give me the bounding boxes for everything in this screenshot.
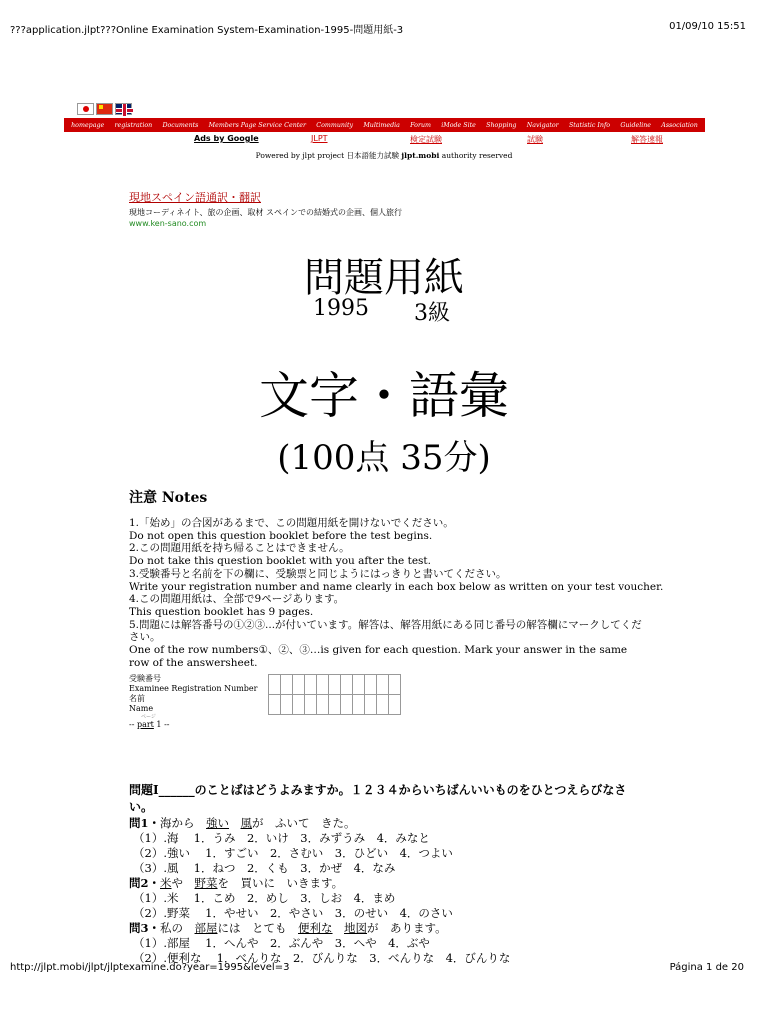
question-1-option-2: （2）.強い 1．すごい 2．さむい 3．ひどい 4．つよい [133, 846, 453, 860]
china-flag-icon[interactable] [96, 103, 113, 115]
jlpt-link[interactable]: JLPT [311, 134, 328, 143]
exam-points-time: (100点 35分) [277, 438, 491, 478]
grid-cell[interactable] [281, 695, 293, 715]
ads-by-google-link[interactable]: Ads by Google [194, 134, 259, 143]
note-5-jp: 5.問題には解答番号の①②③...が付いています。解答は、解答用紙にある同じ番号の解答欄にマークしてください。 [129, 618, 642, 644]
kentei-link[interactable]: 検定試験 [410, 135, 442, 144]
grid-cell[interactable] [293, 675, 305, 695]
grid-cell[interactable] [329, 675, 341, 695]
grid-cell[interactable] [365, 675, 377, 695]
sub-links-bar [0, 134, 768, 146]
page-note: ページ [141, 714, 156, 720]
nav-imode-site[interactable]: iMode Site [441, 121, 476, 129]
main-navbar [64, 118, 705, 132]
grid-cell[interactable] [269, 695, 281, 715]
reg-label-jp: 受験番号 [129, 674, 161, 683]
note-4-en: This question booklet has 9 pages. [129, 605, 314, 618]
name-label-jp: 名前 [129, 694, 145, 703]
shiken-link[interactable]: 試験 [527, 135, 543, 144]
notes-heading: 注意 Notes [129, 490, 208, 506]
kaitou-link[interactable]: 解答速報 [631, 135, 663, 144]
question-3-option-1: （1）.部屋 1．へんや 2．ぶんや 3．へや 4．ぶや [133, 936, 430, 950]
question-set-heading: 問題I______のことばはどうよみますか。１２３４からいちばんいいものをひとつえらびなさい。 [129, 783, 627, 814]
nav-community[interactable]: Community [316, 121, 354, 129]
question-1: 問1・海から 強い 風が ふいて きた。 [129, 816, 356, 830]
grid-cell[interactable] [377, 695, 389, 715]
text-ad [129, 189, 402, 228]
print-footer-url: http://jlpt.mobi/jlpt/jlptexamine.do?year=1995&level=3 [10, 962, 290, 973]
grid-cell[interactable] [341, 695, 353, 715]
grid-cell[interactable] [305, 695, 317, 715]
note-1-en: Do not open this question booklet before the test begins. [129, 529, 433, 542]
language-flags [77, 103, 132, 115]
nav-association[interactable]: Association [661, 121, 698, 129]
reg-label-en: Examinee Registration Number [129, 684, 258, 693]
notes-list [129, 517, 664, 669]
grid-cell[interactable] [389, 675, 401, 695]
nav-guideline[interactable]: Guideline [620, 121, 652, 129]
grid-cell[interactable] [365, 695, 377, 715]
question-2-option-1: （1）.米 1．こめ 2．めし 3．しお 4．まめ [133, 891, 396, 905]
grid-cell[interactable] [353, 695, 365, 715]
note-2-en: Do not take this question booklet with you after the test. [129, 555, 431, 568]
note-1-jp: 1.「始め」の合図があるまで、この問題用紙を開けないでください。 [129, 517, 454, 529]
print-footer [0, 960, 768, 990]
grid-cell[interactable] [305, 675, 317, 695]
nav-documents[interactable]: Documents [162, 121, 199, 129]
powered-by-line: Powered by jlpt project 日本語能力試験 jlpt.mobi authority reserved [255, 151, 513, 160]
registration-number-grid [268, 674, 401, 715]
question-3-option-2-clipped: （2）.便利な 1．べんりな 2．びんりな 3．べんりな 4．びんりな [133, 951, 511, 965]
ad-url[interactable]: www.ken-sano.com [129, 219, 207, 228]
note-5-en: One of the row numbers①、②、③…is given for each question. Mark your answer in the same row of the answersheet. [129, 644, 628, 669]
ad-description: 現地コーディネイト、旅の企画、取材 スペインでの結婚式の企画、個人旅行 [129, 208, 403, 217]
print-header-title: ???application.jlpt???Online Examination System-Examination-1995-問題用紙-3 [10, 25, 404, 36]
name-label-en: Name [129, 704, 154, 713]
japan-flag-icon[interactable] [77, 103, 94, 115]
registration-block [129, 674, 257, 730]
question-2: 問2・米や 野菜を 買いに いきます。 [129, 876, 344, 890]
grid-cell[interactable] [317, 695, 329, 715]
grid-cell[interactable] [317, 675, 329, 695]
ad-title-link[interactable]: 現地スペイン語通訳・翻訳 [129, 191, 261, 204]
note-4-jp: 4.この問題用紙は、全部で9ページあります。 [129, 593, 345, 606]
part-link[interactable]: part [136, 720, 154, 729]
uk-flag-icon[interactable] [115, 103, 132, 115]
grid-cell[interactable] [269, 675, 281, 695]
questions-section [129, 782, 649, 965]
nav-navigator[interactable]: Navigator [526, 121, 559, 129]
note-2-jp: 2.この問題用紙を持ち帰ることはできません。 [129, 542, 350, 555]
grid-cell[interactable] [281, 675, 293, 695]
question-1-option-1: （1）.海 1．うみ 2．いけ 3．みずうみ 4．みなと [133, 831, 430, 845]
exam-subject: 文字・語彙 [259, 367, 509, 425]
grid-cell[interactable] [293, 695, 305, 715]
part-indicator: -- part 1 -- [129, 720, 170, 729]
print-footer-page: Página 1 de 20 [669, 962, 744, 973]
question-1-option-3: （3）.風 1．ねつ 2．くも 3．かぜ 4．なみ [133, 861, 396, 875]
nav-registration[interactable]: registration [114, 121, 153, 129]
print-header-datetime: 01/09/10 15:51 [669, 21, 746, 32]
grid-cell[interactable] [389, 695, 401, 715]
note-3-en: Write your registration number and name clearly in each box below as written on your test voucher. [129, 580, 664, 593]
grid-cell[interactable] [377, 675, 389, 695]
brand-name: jlpt.mobi [401, 151, 440, 160]
grid-cell[interactable] [353, 675, 365, 695]
nav-forum[interactable]: Forum [410, 121, 431, 129]
nav-shopping[interactable]: Shopping [486, 121, 517, 129]
question-2-option-2: （2）.野菜 1．やせい 2．やさい 3．のせい 4．のさい [133, 906, 453, 920]
nav-members-page[interactable]: Members Page Service Center [208, 121, 307, 129]
nav-homepage[interactable]: homepage [71, 121, 105, 129]
exam-level: 3級 [414, 301, 450, 326]
nav-statistic-info[interactable]: Statistic Info [568, 121, 611, 129]
note-3-jp: 3.受験番号と名前を下の欄に、受験票と同じようにはっきりと書いてください。 [129, 567, 507, 580]
question-3: 問3・私の 部屋には とても 便利な 地図が あります。 [129, 921, 447, 935]
grid-cell[interactable] [341, 675, 353, 695]
page-title: 問題用紙 [304, 255, 464, 301]
nav-multimedia[interactable]: Multimedia [363, 121, 400, 129]
print-header [0, 0, 768, 36]
exam-year: 1995 [313, 296, 369, 321]
grid-cell[interactable] [329, 695, 341, 715]
